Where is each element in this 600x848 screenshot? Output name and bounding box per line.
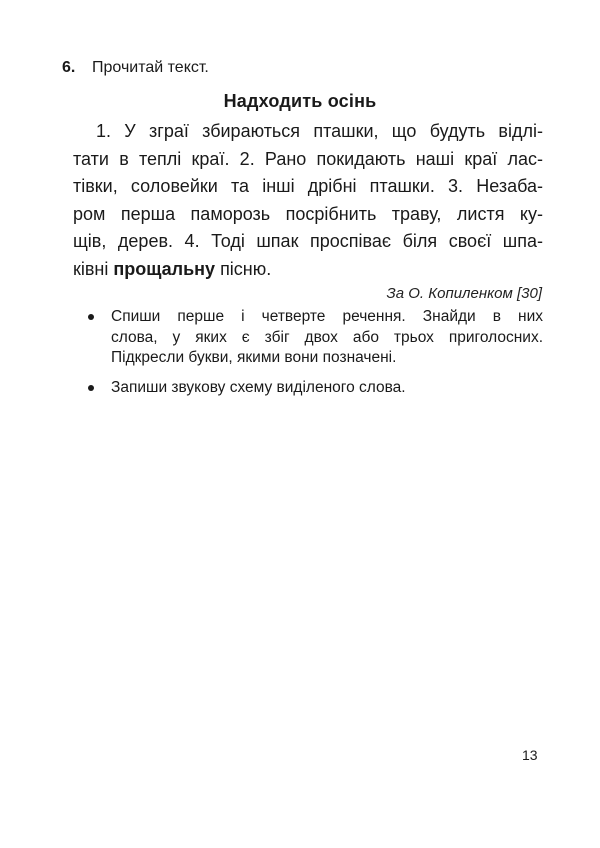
task-line: Підкресли букви, якими вони позначені.: [111, 349, 397, 366]
story-line-last-after: пісню.: [215, 258, 272, 279]
task-line: слова, у яких є збіг двох або трьох приголосних.: [111, 328, 543, 346]
bullet-icon: [88, 385, 94, 391]
exercise-instruction: Прочитай текст.: [92, 59, 209, 76]
story-line-last: [73, 256, 543, 284]
exercise-number: 6.: [62, 59, 76, 76]
exercise-header: [62, 58, 209, 78]
task-item: [88, 307, 543, 369]
story-text: [73, 118, 543, 283]
story-line: 1. У зграї збираються пташки, що будуть відлі-: [96, 121, 543, 141]
task-item: [88, 378, 543, 399]
page-number: 13: [522, 747, 538, 763]
task-list: [88, 307, 543, 407]
story-line: тівки, соловейки та інші дрібні пташки. 3. Незаба-: [73, 176, 543, 196]
story-title: Надходить осінь: [223, 91, 377, 111]
bullet-icon: [88, 314, 94, 320]
story-source: За О. Копиленком [30]: [386, 285, 542, 302]
story-line: щів, дерев. 4. Тоді шпак проспіває біля своєї шпа-: [73, 231, 543, 251]
story-line-last-before: ківні: [73, 258, 114, 279]
highlighted-word: прощальну: [113, 258, 216, 279]
task-line: Спиши перше і четверте речення. Знайди в них: [111, 308, 543, 325]
story-line: ром перша паморозь посрібнить траву, листя ку-: [73, 203, 543, 224]
story-line: тати в теплі краї. 2. Рано покидають наші краї лас-: [73, 148, 543, 169]
task-line: Запиши звукову схему виділеного слова.: [111, 378, 406, 396]
